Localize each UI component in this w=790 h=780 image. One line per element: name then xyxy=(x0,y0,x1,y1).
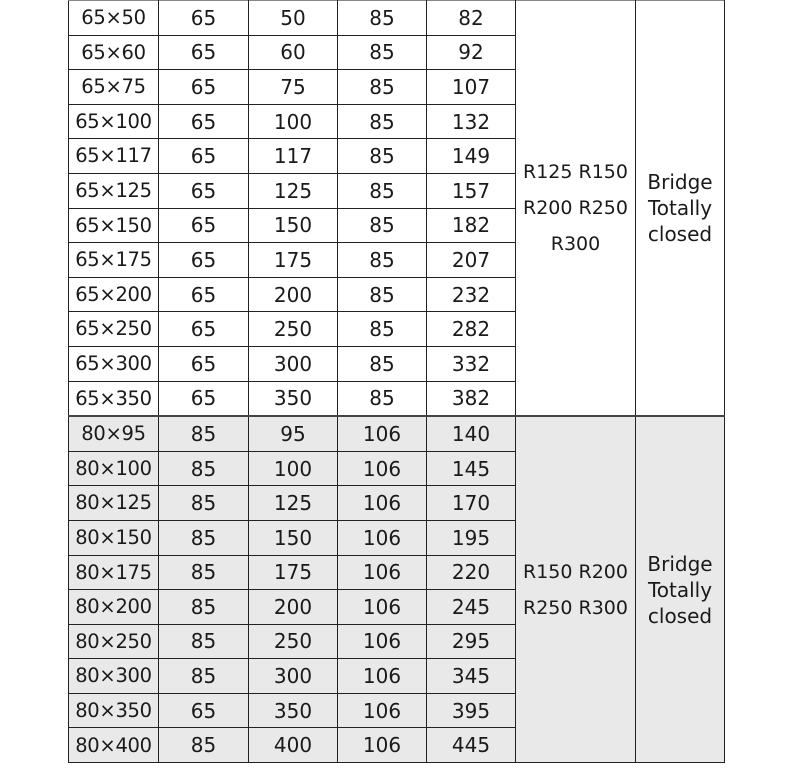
value-c-cell: 106 xyxy=(338,486,427,521)
value-a-cell: 65 xyxy=(159,1,249,36)
value-b-cell: 150 xyxy=(249,520,338,555)
type-line: closed xyxy=(647,222,713,247)
value-b-cell: 350 xyxy=(249,381,338,416)
value-b-cell: 175 xyxy=(249,243,338,278)
value-d-cell: 182 xyxy=(427,208,516,243)
value-b-cell: 100 xyxy=(249,451,338,486)
size-cell: 65×200 xyxy=(69,277,159,312)
value-c-cell: 106 xyxy=(338,728,427,763)
value-a-cell: 85 xyxy=(159,590,249,625)
value-b-cell: 200 xyxy=(249,277,338,312)
size-cell: 80×350 xyxy=(69,693,159,728)
value-d-cell: 132 xyxy=(427,104,516,139)
value-d-cell: 82 xyxy=(427,1,516,36)
value-a-cell: 65 xyxy=(159,104,249,139)
value-d-cell: 195 xyxy=(427,520,516,555)
value-b-cell: 200 xyxy=(249,590,338,625)
value-c-cell: 85 xyxy=(338,104,427,139)
type-line: closed xyxy=(647,603,713,628)
size-cell: 80×300 xyxy=(69,659,159,694)
value-a-cell: 85 xyxy=(159,624,249,659)
value-c-cell: 106 xyxy=(338,590,427,625)
value-b-cell: 125 xyxy=(249,486,338,521)
value-a-cell: 85 xyxy=(159,555,249,590)
value-b-cell: 350 xyxy=(249,693,338,728)
value-c-cell: 85 xyxy=(338,208,427,243)
value-c-cell: 85 xyxy=(338,381,427,416)
value-a-cell: 65 xyxy=(159,243,249,278)
value-b-cell: 117 xyxy=(249,139,338,174)
value-a-cell: 65 xyxy=(159,312,249,347)
size-cell: 65×300 xyxy=(69,346,159,381)
size-cell: 65×117 xyxy=(69,139,159,174)
value-d-cell: 282 xyxy=(427,312,516,347)
value-a-cell: 65 xyxy=(159,173,249,208)
value-d-cell: 92 xyxy=(427,35,516,70)
size-cell: 80×100 xyxy=(69,451,159,486)
value-b-cell: 125 xyxy=(249,173,338,208)
value-c-cell: 85 xyxy=(338,70,427,105)
value-a-cell: 65 xyxy=(159,277,249,312)
size-cell: 65×175 xyxy=(69,243,159,278)
size-cell: 80×175 xyxy=(69,555,159,590)
value-c-cell: 85 xyxy=(338,139,427,174)
value-a-cell: 65 xyxy=(159,346,249,381)
value-b-cell: 300 xyxy=(249,659,338,694)
type-line: Bridge xyxy=(647,551,713,576)
value-b-cell: 150 xyxy=(249,208,338,243)
value-a-cell: 85 xyxy=(159,659,249,694)
value-c-cell: 85 xyxy=(338,346,427,381)
radius-line: R300 xyxy=(550,233,601,256)
size-cell: 65×100 xyxy=(69,104,159,139)
size-cell: 65×125 xyxy=(69,173,159,208)
size-cell: 80×250 xyxy=(69,624,159,659)
spec-table xyxy=(68,0,725,763)
value-b-cell: 250 xyxy=(249,312,338,347)
value-c-cell: 85 xyxy=(338,312,427,347)
value-b-cell: 250 xyxy=(249,624,338,659)
value-d-cell: 157 xyxy=(427,173,516,208)
value-d-cell: 220 xyxy=(427,555,516,590)
value-a-cell: 65 xyxy=(159,70,249,105)
value-c-cell: 106 xyxy=(338,555,427,590)
size-cell: 65×75 xyxy=(69,70,159,105)
radius-line: R150 R200 xyxy=(523,560,628,583)
value-c-cell: 106 xyxy=(338,451,427,486)
size-cell: 80×125 xyxy=(69,486,159,521)
table-row xyxy=(69,1,725,36)
spec-table-body xyxy=(69,1,725,763)
value-d-cell: 107 xyxy=(427,70,516,105)
value-d-cell: 140 xyxy=(427,416,516,451)
radius-line: R200 R250 xyxy=(523,197,628,220)
size-cell: 65×150 xyxy=(69,208,159,243)
value-a-cell: 65 xyxy=(159,693,249,728)
value-d-cell: 395 xyxy=(427,693,516,728)
value-d-cell: 295 xyxy=(427,624,516,659)
type-line: Totally xyxy=(647,196,713,221)
size-cell: 80×150 xyxy=(69,520,159,555)
value-c-cell: 106 xyxy=(338,624,427,659)
value-d-cell: 170 xyxy=(427,486,516,521)
size-cell: 65×350 xyxy=(69,381,159,416)
value-a-cell: 65 xyxy=(159,35,249,70)
value-c-cell: 106 xyxy=(338,520,427,555)
value-c-cell: 85 xyxy=(338,243,427,278)
value-b-cell: 75 xyxy=(249,70,338,105)
type-line: Totally xyxy=(647,577,713,602)
value-d-cell: 382 xyxy=(427,381,516,416)
value-b-cell: 300 xyxy=(249,346,338,381)
value-c-cell: 85 xyxy=(338,1,427,36)
value-d-cell: 332 xyxy=(427,346,516,381)
value-d-cell: 149 xyxy=(427,139,516,174)
value-c-cell: 85 xyxy=(338,35,427,70)
value-b-cell: 50 xyxy=(249,1,338,36)
value-a-cell: 85 xyxy=(159,416,249,451)
value-a-cell: 85 xyxy=(159,728,249,763)
value-a-cell: 85 xyxy=(159,520,249,555)
value-d-cell: 232 xyxy=(427,277,516,312)
radius-line: R250 R300 xyxy=(523,596,628,619)
size-cell: 80×200 xyxy=(69,590,159,625)
value-a-cell: 65 xyxy=(159,381,249,416)
value-d-cell: 345 xyxy=(427,659,516,694)
type-cell xyxy=(636,1,725,417)
value-d-cell: 445 xyxy=(427,728,516,763)
value-d-cell: 245 xyxy=(427,590,516,625)
value-c-cell: 106 xyxy=(338,693,427,728)
value-c-cell: 106 xyxy=(338,416,427,451)
radius-cell xyxy=(516,416,636,762)
table-row xyxy=(69,416,725,451)
value-d-cell: 145 xyxy=(427,451,516,486)
value-d-cell: 207 xyxy=(427,243,516,278)
value-b-cell: 100 xyxy=(249,104,338,139)
value-c-cell: 85 xyxy=(338,277,427,312)
value-c-cell: 85 xyxy=(338,173,427,208)
value-b-cell: 60 xyxy=(249,35,338,70)
value-c-cell: 106 xyxy=(338,659,427,694)
radius-line: R125 R150 xyxy=(523,161,628,184)
value-a-cell: 65 xyxy=(159,139,249,174)
size-cell: 65×60 xyxy=(69,35,159,70)
value-b-cell: 400 xyxy=(249,728,338,763)
size-cell: 65×50 xyxy=(69,1,159,36)
value-b-cell: 95 xyxy=(249,416,338,451)
value-a-cell: 65 xyxy=(159,208,249,243)
value-a-cell: 85 xyxy=(159,451,249,486)
size-cell: 80×95 xyxy=(69,416,159,451)
type-line: Bridge xyxy=(647,170,713,195)
size-cell: 65×250 xyxy=(69,312,159,347)
type-cell xyxy=(636,416,725,762)
radius-cell xyxy=(516,1,636,417)
size-cell: 80×400 xyxy=(69,728,159,763)
value-a-cell: 85 xyxy=(159,486,249,521)
value-b-cell: 175 xyxy=(249,555,338,590)
